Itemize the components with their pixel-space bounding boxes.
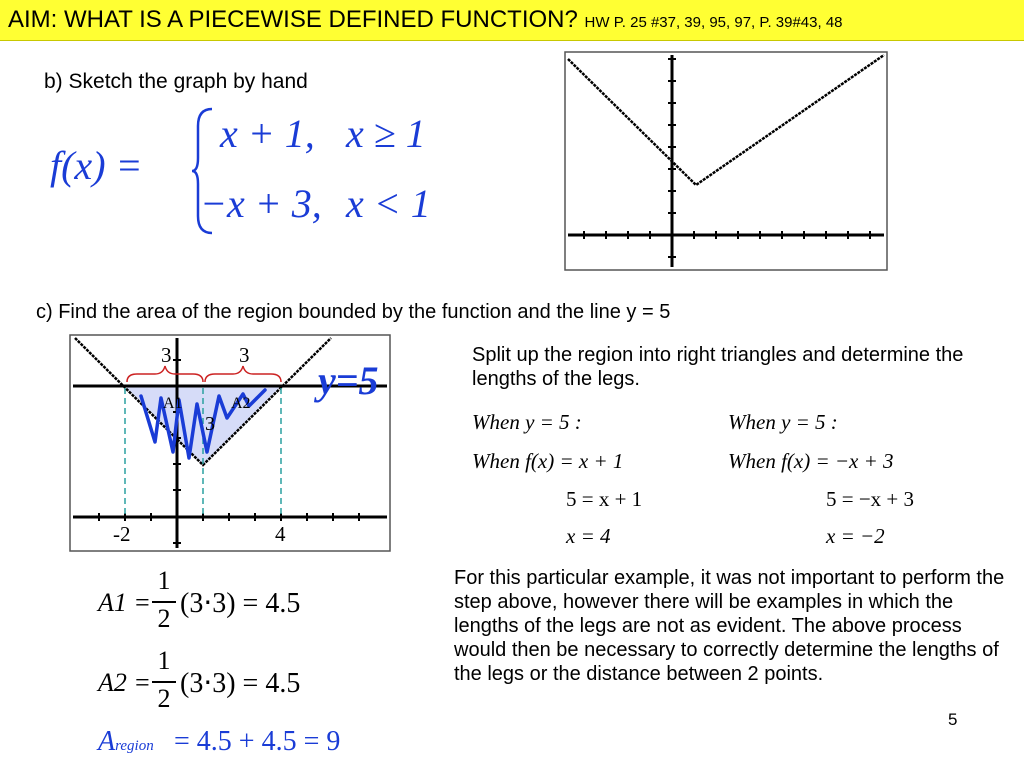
- handwritten-y5: [314, 352, 398, 412]
- homework-text: HW P. 25 #37, 39, 95, 97, P. 39#43, 48: [584, 14, 843, 31]
- height-label: 3: [205, 413, 215, 435]
- right-step-3: 5 = −x + 3: [826, 487, 915, 511]
- a1-rest: (3⋅3) = 4.5: [180, 588, 301, 619]
- right-step-4: x = −2: [826, 524, 885, 548]
- a2-numerator: 1: [157, 646, 171, 675]
- left-step-3: 5 = x + 1: [566, 487, 643, 511]
- piece-1-expr: x + 1,: [220, 111, 315, 156]
- right-step-2: When f(x) = −x + 3: [728, 449, 894, 473]
- title-bar: [0, 0, 1024, 41]
- a1-fraction-bar: [152, 601, 176, 603]
- piece-1-condition: x ≥ 1: [346, 111, 426, 156]
- piece-2-expr: −x + 3,: [200, 181, 322, 226]
- title-text: AIM: WHAT IS A PIECEWISE DEFINED FUNCTION?: [8, 6, 578, 33]
- slide-title: [8, 6, 843, 34]
- region-label-a2: A2: [231, 395, 251, 412]
- left-step-4: x = 4: [566, 524, 611, 548]
- a2-lhs: A2 =: [98, 668, 151, 697]
- region-label-a1: A1: [163, 395, 183, 412]
- a2-denominator: 2: [157, 684, 171, 713]
- left-step-2: When f(x) = x + 1: [472, 449, 624, 473]
- line-label-text: y=5: [318, 358, 379, 403]
- a1-denominator: 2: [157, 604, 171, 633]
- right-step-1: When y = 5 :: [728, 410, 838, 434]
- slide-number: 5: [948, 710, 958, 729]
- intro-text: Split up the region into right triangles and determine the lengths of the legs.: [472, 344, 964, 390]
- note-text: For this particular example, it was not important to perform the step above, however there will be examples in which the lengths of the legs are not as evident. The above process would then be necessary to correctly determine the lengths of the legs or the distance between 2 points.: [454, 567, 1005, 685]
- piece-2-condition: x < 1: [346, 181, 431, 226]
- part-b-label: b) Sketch the graph by hand: [44, 70, 308, 93]
- a2-fraction-bar: [152, 681, 176, 683]
- calculator-graph: [564, 51, 888, 271]
- x-label-right: 4: [275, 522, 286, 546]
- a1-lhs: A1 =: [98, 588, 151, 617]
- a1-numerator: 1: [157, 566, 171, 595]
- region-rest: = 4.5 + 4.5 = 9: [174, 726, 341, 757]
- region-lhs-a: Aregion: [98, 726, 154, 757]
- part-c-label: c) Find the area of the region bounded by the function and the line y = 5: [36, 301, 671, 323]
- left-step-1: When y = 5 :: [472, 410, 582, 434]
- a2-rest: (3⋅3) = 4.5: [180, 668, 301, 699]
- x-label-left: -2: [113, 522, 131, 546]
- function-lhs: f(x) =: [50, 143, 143, 188]
- region-subscript: region: [115, 738, 154, 754]
- leg-label-right: 3: [239, 343, 250, 367]
- leg-label-left: 3: [161, 343, 172, 367]
